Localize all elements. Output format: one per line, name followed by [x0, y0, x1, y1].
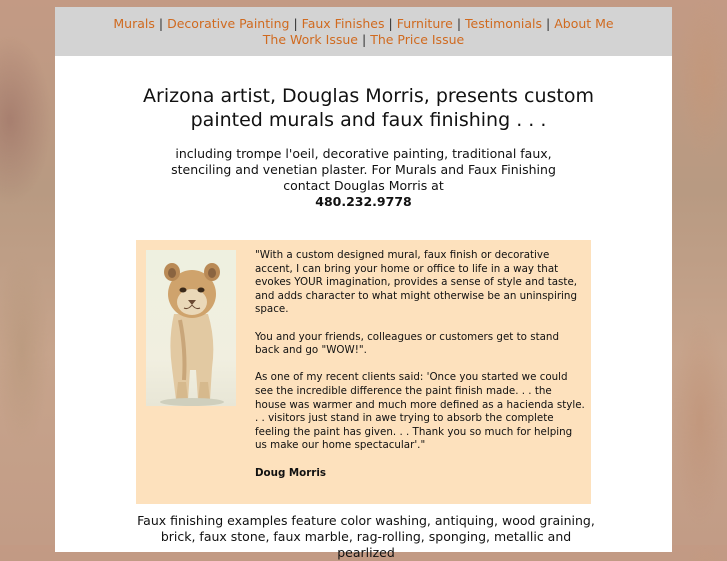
top-navigation — [55, 7, 672, 56]
nav-link-furniture[interactable]: Furniture — [396, 16, 453, 31]
nav-separator: | — [293, 16, 298, 31]
intro-paragraph — [147, 146, 580, 210]
nav-row-1 — [55, 16, 672, 32]
nav-link-price-issue[interactable]: The Price Issue — [370, 32, 465, 47]
page-heading: Arizona artist, Douglas Morris, presents custom painted murals and faux finishing . . . — [143, 85, 594, 131]
nav-separator: | — [361, 32, 367, 47]
nav-separator: | — [388, 16, 393, 31]
testimonial-box — [136, 240, 591, 504]
testimonial-paragraph: "With a custom designed mural, faux finish or decorative accent, I can bring your home or office to life in a way that evokes YOUR imagination, provides a sense of style and taste, and adds character to what might otherwise be an uninspiring space. — [255, 249, 578, 316]
lion-cub-illustration — [146, 250, 236, 406]
testimonial-text — [255, 249, 585, 494]
nav-link-about-me[interactable]: About Me — [554, 16, 614, 31]
phone-number: 480.232.9778 — [315, 194, 412, 209]
nav-separator: | — [545, 16, 551, 31]
nav-link-decorative-painting[interactable]: Decorative Painting — [167, 16, 290, 31]
nav-link-faux-finishes[interactable]: Faux Finishes — [301, 16, 385, 31]
lion-cub-painting-image — [146, 250, 236, 406]
nav-separator: | — [456, 16, 462, 31]
nav-link-work-issue[interactable]: The Work Issue — [262, 32, 358, 47]
page-content — [55, 7, 672, 560]
nav-link-murals[interactable]: Murals — [113, 16, 155, 31]
testimonial-paragraph: As one of my recent clients said: 'Once you started we could see the incredible difference the paint finish made. . . the house was warmer and much more defined as a hacienda style. . . visitors just stand in awe trying to absorb the complete feeling the paint has given. . . Thank you so much for helping us make our home spectacular'." — [255, 371, 585, 452]
faux-finishing-paragraph: Faux finishing examples feature color washing, antiquing, wood graining, brick, faux stone, faux marble, rag-rolling, sponging, metallic and pearlized — [137, 513, 595, 560]
nav-link-testimonials[interactable]: Testimonials — [465, 16, 542, 31]
testimonial-signature: Doug Morris — [255, 466, 327, 479]
testimonial-paragraph: You and your friends, colleagues or customers get to stand back and go "WOW!". — [255, 330, 559, 357]
nav-row-2 — [55, 32, 672, 48]
intro-text: including trompe l'oeil, decorative painting, traditional faux, stenciling and venetian plaster. For Murals and Faux Finishing contact Douglas Morris at — [171, 146, 556, 193]
nav-separator: | — [158, 16, 164, 31]
